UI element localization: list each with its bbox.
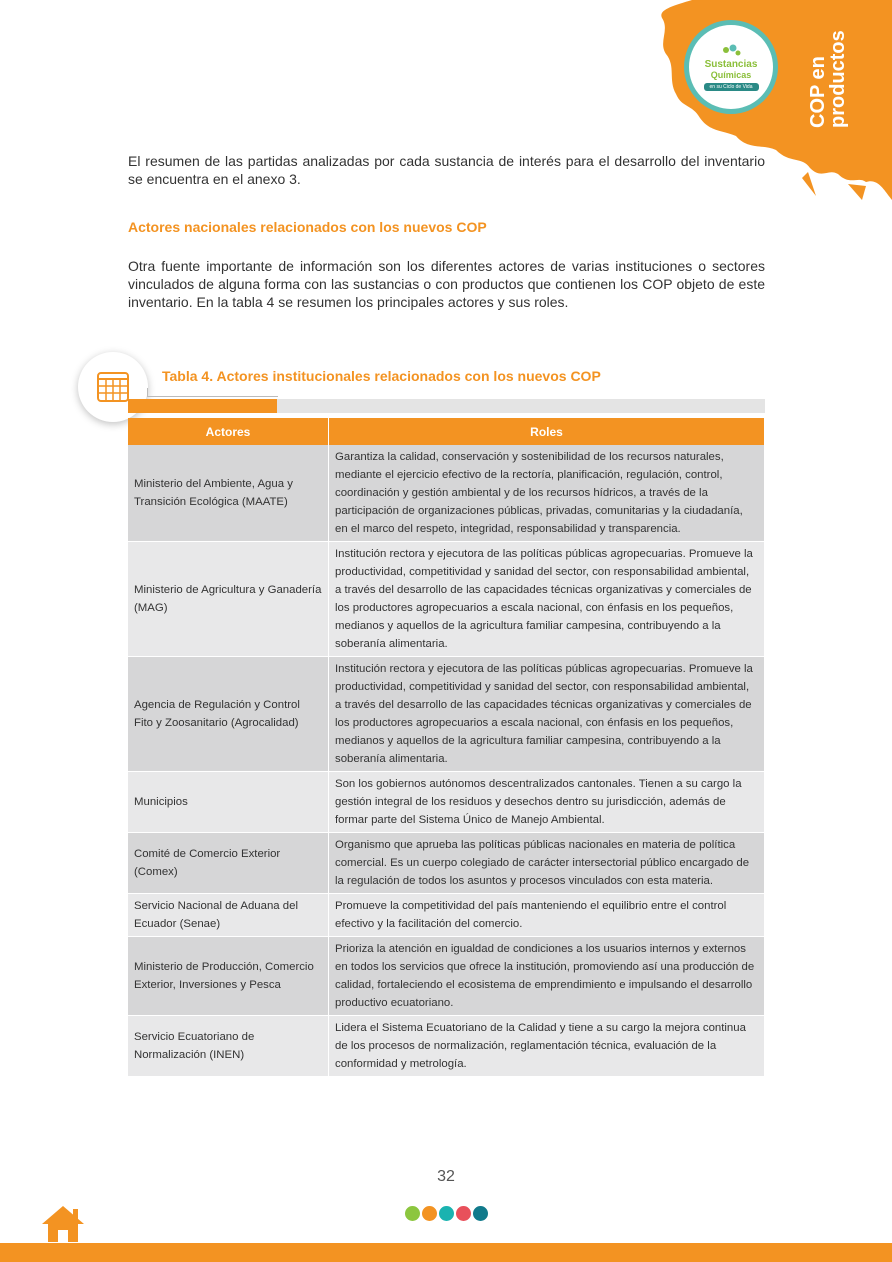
table-row [128, 657, 765, 772]
section-tab-line2: productos [827, 30, 849, 128]
actor-cell: Servicio Nacional de Aduana del Ecuador (Senae) [128, 894, 329, 937]
table-row [128, 542, 765, 657]
flask-icon [718, 44, 744, 60]
table-title: Tabla 4. Actores institucionales relacionados con los nuevos COP [162, 368, 601, 384]
header-actores: Actores [128, 418, 329, 445]
table-row [128, 772, 765, 833]
table-row [128, 833, 765, 894]
sustancias-quimicas-logo [684, 20, 778, 114]
actor-cell: Ministerio del Ambiente, Agua y Transición Ecológica (MAATE) [128, 445, 329, 542]
role-cell: Organismo que aprueba las políticas públicas nacionales en materia de política comercial. Es un cuerpo colegiado de carácter intersectorial público encargado de la regulación de todos los asuntos y procesos vinculados con esta materia. [329, 833, 765, 894]
logo-line1: Sustancias [704, 58, 758, 70]
role-cell: Son los gobiernos autónomos descentralizados cantonales. Tienen a su cargo la gestión integral de los residuos y desechos dentro su jurisdicción, además de formar parte del Sistema Único de Manejo Ambiental. [329, 772, 765, 833]
section-tab-line1: COP en [807, 56, 829, 128]
logo-line2: Químicas [710, 69, 752, 80]
table-row [128, 1016, 765, 1077]
section-heading: Actores nacionales relacionados con los nuevos COP [128, 219, 487, 235]
role-cell: Promueve la competitividad del país manteniendo el equilibrio entre el control efectivo y la facilitación del comercio. [329, 894, 765, 937]
actor-cell: Municipios [128, 772, 329, 833]
table-header-row [128, 418, 765, 445]
footer-dot [439, 1206, 454, 1221]
title-bar-accent [128, 399, 277, 413]
section-tab [808, 30, 848, 128]
footer-dot [405, 1206, 420, 1221]
actor-cell: Servicio Ecuatoriano de Normalización (INEN) [128, 1016, 329, 1077]
actors-table [128, 418, 765, 1077]
role-cell: Prioriza la atención en igualdad de condiciones a los usuarios internos y externos en todos los servicios que ofrece la institución, promoviendo así una producción de calidad, fortaleciendo el ecosistema de emprendimiento e impulsando el desarrollo productivo ecuatoriano. [329, 937, 765, 1016]
role-cell: Garantiza la calidad, conservación y sostenibilidad de los recursos naturales, mediante el ejercicio efectivo de la rectoría, planificación, regulación, control, coordinación y gestión ambiental y de los recursos hídricos, a través de la participación de organizaciones públicas, privadas, comunitarias y la ciudadanía, en el marco del respeto, integridad, responsabilidad y transparencia. [329, 445, 765, 542]
table-row [128, 445, 765, 542]
body-paragraph: Otra fuente importante de información son los diferentes actores de varias instituciones o sectores vinculados de alguna forma con las sustancias o con productos que contienen los COP objeto de este inventario. En la tabla 4 se resumen los principales actores y sus roles. [128, 258, 765, 310]
actor-cell: Comité de Comercio Exterior (Comex) [128, 833, 329, 894]
table-row [128, 937, 765, 1016]
footer-dot [422, 1206, 437, 1221]
actor-cell: Ministerio de Agricultura y Ganadería (MAG) [128, 542, 329, 657]
logo-band: en su Ciclo de Vida [704, 83, 759, 91]
role-cell: Lidera el Sistema Ecuatoriano de la Calidad y tiene a su cargo la mejora continua de los procesos de normalización, reglamentación técnica, evaluación de la conformidad y metrología. [329, 1016, 765, 1077]
table-icon [97, 372, 129, 402]
actor-cell: Ministerio de Producción, Comercio Exterior, Inversiones y Pesca [128, 937, 329, 1016]
footer-dots [405, 1206, 488, 1221]
footer-dot [456, 1206, 471, 1221]
page-number: 32 [437, 1168, 455, 1185]
footer-dot [473, 1206, 488, 1221]
table-row [128, 894, 765, 937]
actor-cell: Agencia de Regulación y Control Fito y Zoosanitario (Agrocalidad) [128, 657, 329, 772]
role-cell: Institución rectora y ejecutora de las políticas públicas agropecuarias. Promueve la productividad, competitividad y sanidad del sector, con responsabilidad ambiental, a través del desarrollo de las capacidades técnicas organizativas y comerciales de los productores agropecuarios a escala nacional, con énfasis en los pequeños, medianos y aquellos de la agricultura familiar campesina, contribuyendo a la soberanía alimentaria. [329, 657, 765, 772]
role-cell: Institución rectora y ejecutora de las políticas públicas agropecuarias. Promueve la productividad, competitividad y sanidad del sector, con responsabilidad ambiental, a través del desarrollo de las capacidades técnicas organizativas y comerciales de los productores agropecuarios a escala nacional, con énfasis en los pequeños, medianos y aquellos de la agricultura familiar campesina, contribuyendo a la soberanía alimentaria. [329, 542, 765, 657]
home-icon[interactable] [40, 1204, 86, 1244]
footer-bar [0, 1243, 892, 1262]
intro-paragraph: El resumen de las partidas analizadas por cada sustancia de interés para el desarrollo del inventario se encuentra en el anexo 3. [128, 153, 765, 187]
title-connector-line [147, 388, 278, 397]
header-roles: Roles [329, 418, 765, 445]
